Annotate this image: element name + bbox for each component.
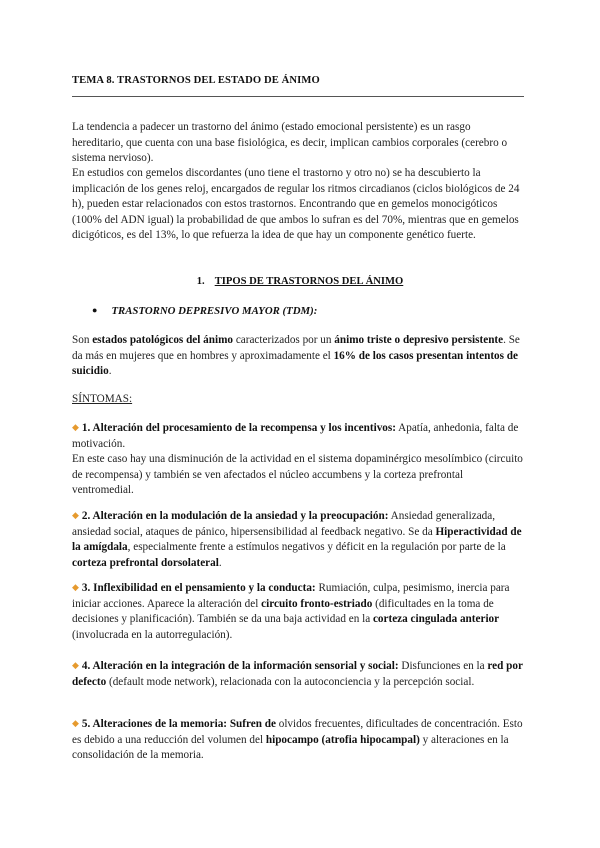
diamond-bullet-icon: ◆ xyxy=(72,582,79,592)
document-title: TEMA 8. TRASTORNOS DEL ESTADO DE ÁNIMO xyxy=(72,75,320,86)
symptom-3: ◆ 3. Inflexibilidad en el pensamiento y la conducta: Rumiación, culpa, pesimismo, inercia para iniciar acciones. Aparece la alteración del circuito fronto-estriado (dificultades en la toma de decisiones y planificación). También se da una baja actividad en la corteza cingulada anterior (involucrada en la autorregulación). xyxy=(72,582,510,641)
symptoms-heading: SÍNTOMAS: xyxy=(72,393,133,405)
section-title: TIPOS DE TRASTORNOS DEL ÁNIMO xyxy=(214,276,404,287)
symptom-1: ◆ 1. Alteración del procesamiento de la recompensa y los incentivos: Apatía, anhedonia, falta de motivación. En este caso hay una disminución de la actividad en el sistema dopaminérgico mesolímbico (circuito de recompensa) y también se ven afectados el núcleo accumbens y la corteza prefrontal ventromedial. xyxy=(72,422,523,497)
bullet-tdm xyxy=(92,305,317,317)
bullet-icon: ● xyxy=(92,305,98,315)
symptom-4: ◆ 4. Alteración en la integración de la información sensorial y social: Disfunciones en la red por defecto (default mode network), relacionada con la autoconciencia y la percepción social. xyxy=(72,660,523,688)
tdm-paragraph: Son estados patológicos del ánimo caracterizados por un ánimo triste o depresivo persistente. Se da más en mujeres que en hombres y aproximadamente el 16% de los casos presentan intentos de suicidio. xyxy=(72,334,520,378)
diamond-bullet-icon: ◆ xyxy=(72,510,79,520)
diamond-bullet-icon: ◆ xyxy=(72,660,79,670)
symptom-2: ◆ 2. Alteración en la modulación de la ansiedad y la preocupación: Ansiedad generalizada, ansiedad social, ataques de pánico, hipersensibilidad al feedback negativo. Se da Hiperactividad de la amígdala, especialmente frente a estímulos negativos y déficit en la regulación por parte de la corteza prefrontal dorsolateral. xyxy=(72,510,522,569)
symptom-5: ◆ 5. Alteraciones de la memoria: Sufren de olvidos frecuentes, dificultades de concentración. Esto es debido a una reducción del volumen del hipocampo (atrofia hipocampal) y alteraciones en la consolidación de la memoria. xyxy=(72,718,523,762)
section-number: 1. xyxy=(196,276,205,287)
title-divider xyxy=(72,96,524,97)
diamond-bullet-icon: ◆ xyxy=(72,718,79,728)
intro-paragraph-2: En estudios con gemelos discordantes (uno tiene el trastorno y otro no) se ha descubierto la implicación de los genes reloj, encargados de regular los ritmos circadianos (ciclos biológicos de 24 h), pueden estar relacionados con estos trastornos. Encontrando que en gemelos monocigóticos (100% del ADN igual) la probabilidad de que ambos lo sufran es del 70%, mientras que en gemelos dicigóticos, es del 13%, lo que refuerza la idea de que hay un componente genético fuerte. xyxy=(72,167,520,242)
intro-paragraph-1: La tendencia a padecer un trastorno del ánimo (estado emocional persistente) es un rasgo hereditario, que cuenta con una base fisiológica, es decir, implican cambios corporales (cerebro o sistema nervioso). xyxy=(72,121,508,165)
bullet-text: TRASTORNO DEPRESIVO MAYOR (TDM): xyxy=(111,305,318,317)
diamond-bullet-icon: ◆ xyxy=(72,422,79,432)
section-heading xyxy=(0,276,600,287)
